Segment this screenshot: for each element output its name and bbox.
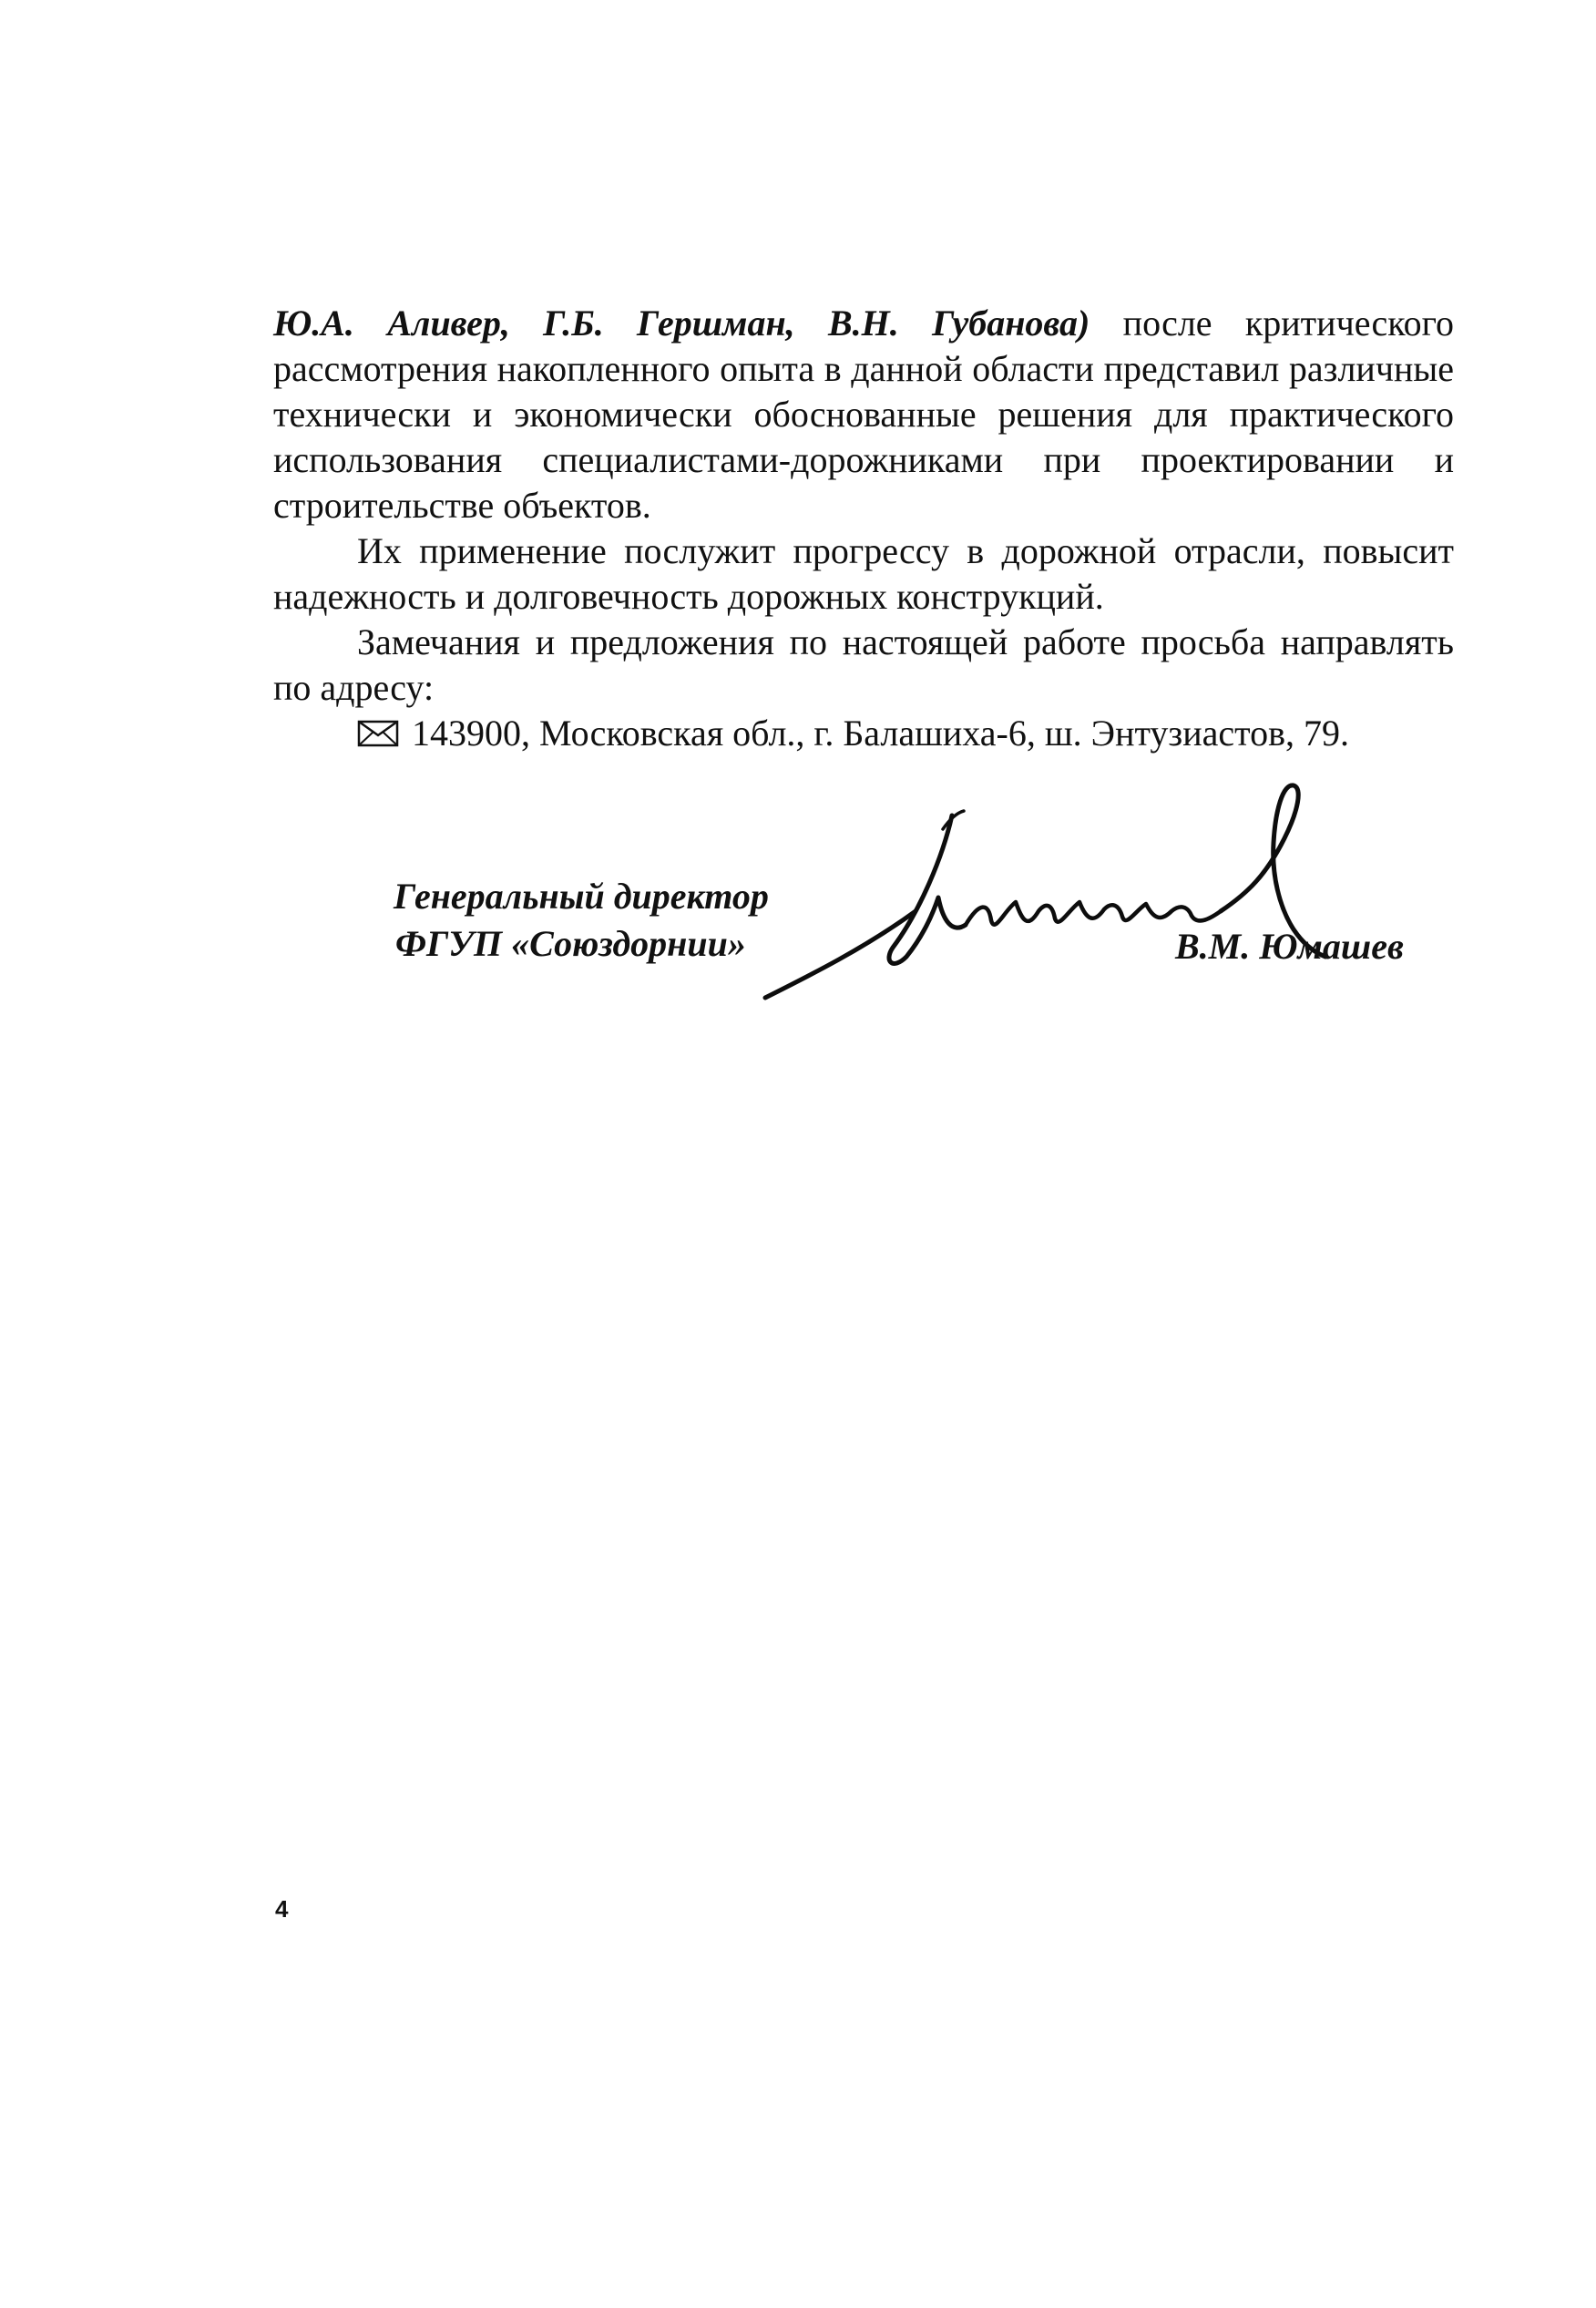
paragraph-application: Их применение послужит прогрессу в дорожной отрасли, повысит надежность и долговечность дорожных конструкций. (273, 530, 1454, 617)
paragraph-authors-text: после критического рассмотрения накопленного опыта в данной области представил различные технически и экономически обоснованные решения для практического использования специалистами-дорожниками при проектировании и строительстве объектов. (273, 303, 1455, 526)
address-text: 143900, Московская обл., г. Балашиха-6, ш. Энтузиастов, 79. (412, 713, 1349, 754)
signatory-title (394, 873, 769, 968)
body-text (273, 301, 1454, 756)
envelope-icon (357, 720, 399, 747)
authors-names: Ю.А. Аливер, Г.Б. Гершман, В.Н. Губанова) (273, 303, 1090, 344)
paragraph-remarks: Замечания и предложения по настоящей работе просьба направлять по адресу: (273, 621, 1454, 708)
page-number: 4 (275, 1895, 289, 1923)
address-line (273, 711, 1454, 756)
paragraph-authors (273, 301, 1454, 528)
signatory-name: В.М. Юмашев (1175, 926, 1404, 967)
handwritten-signature (756, 774, 1376, 1030)
signatory-position: Генеральный директор (394, 876, 769, 917)
signatory-organization: ФГУП «Союздорнии» (395, 923, 746, 964)
